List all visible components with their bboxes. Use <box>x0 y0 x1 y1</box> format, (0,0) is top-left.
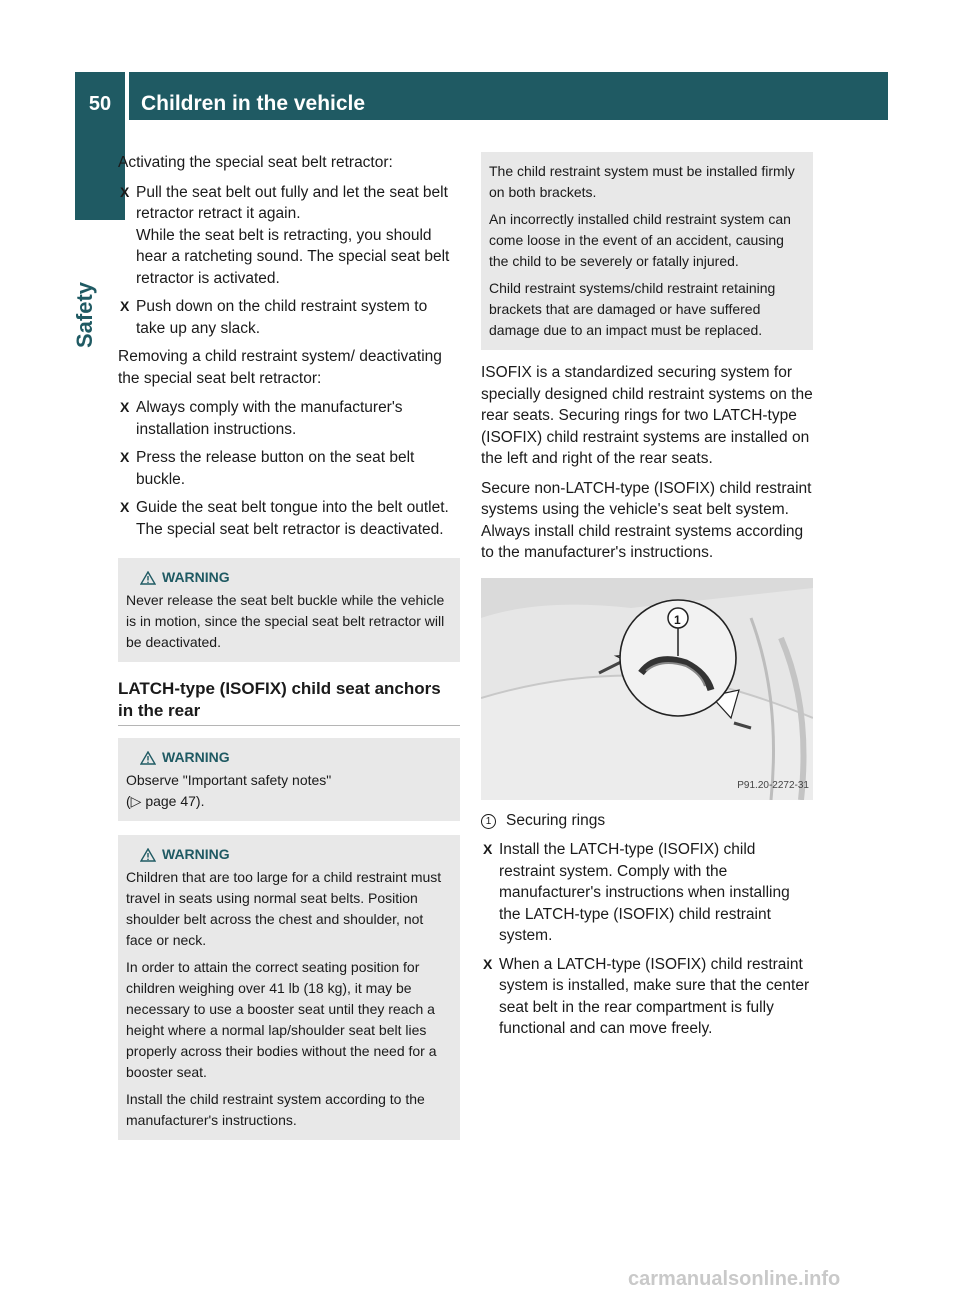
warning-text: Never release the seat belt buckle while the vehicle is in motion, since the special seat belt retractor will be deactivated. <box>126 592 445 650</box>
note-text: The child restraint system must be installed firmly on both brackets. <box>489 163 795 200</box>
legend-number-icon: 1 <box>481 814 496 829</box>
isofix-figure <box>481 578 813 800</box>
right-column <box>481 152 813 1047</box>
step-text: Always comply with the manufacturer's installation instructions. <box>136 399 403 438</box>
section-heading: LATCH-type (ISOFIX) child seat anchors in the rear <box>118 678 460 726</box>
page-number: 50 <box>88 93 112 115</box>
watermark: carmanualsonline.info <box>628 1268 841 1290</box>
warning-text: Observe "Important safety notes" <box>126 772 332 788</box>
step-marker-icon: X <box>120 399 130 415</box>
warning-header <box>126 567 452 588</box>
warning-box <box>118 835 460 1140</box>
page-header <box>75 72 888 120</box>
legend-text: Securing rings <box>506 811 606 829</box>
warning-title: WARNING <box>162 846 230 862</box>
instruction-step <box>481 954 813 1040</box>
warning-title: WARNING <box>162 569 230 585</box>
instruction-step <box>118 397 460 440</box>
step-marker-icon: X <box>483 955 493 972</box>
step-marker-icon: X <box>120 499 130 515</box>
warning-header <box>126 747 452 768</box>
section-label: Safety <box>72 281 97 348</box>
warning-triangle-icon <box>140 848 156 862</box>
step-marker-icon: X <box>120 298 130 314</box>
intro-text: Activating the special seat belt retractor: <box>118 154 393 171</box>
figure-legend <box>481 810 813 832</box>
instruction-step <box>118 447 460 490</box>
step-marker-icon: X <box>483 841 493 857</box>
instruction-step <box>118 182 460 290</box>
step-text: Install the LATCH-type (ISOFIX) child restraint system. Comply with the manufacturer's instructions when installing the LATCH-type (ISOFIX) child restraint system. <box>499 841 790 944</box>
step-marker-icon: X <box>120 449 130 465</box>
warning-text: Children that are too large for a child restraint must travel in seats using normal seat belts. Position shoulder belt across the chest and shoulder, not face or neck. <box>126 869 442 948</box>
chapter-title: Children in the vehicle <box>141 92 366 115</box>
warning-title: WARNING <box>162 749 230 765</box>
instruction-step <box>118 497 460 540</box>
note-text: Child restraint systems/child restraint retaining brackets that are damaged or have suffered damage due to an impact must be replaced. <box>489 280 776 338</box>
step-marker-icon: X <box>120 183 130 200</box>
note-box <box>481 152 813 350</box>
warning-triangle-icon <box>140 571 156 585</box>
warning-triangle-icon <box>140 751 156 765</box>
step-text: When a LATCH-type (ISOFIX) child restraint system is installed, make sure that the center seat belt in the rear compartment is fully functional and can move freely. <box>499 955 810 1037</box>
warning-header <box>126 844 452 865</box>
warning-box <box>118 738 460 821</box>
removing-intro: Removing a child restraint system/ deactivating the special seat belt retractor: <box>118 348 442 387</box>
figure-callout-number: 1 <box>674 612 681 627</box>
step-result: While the seat belt is retracting, you should hear a ratcheting sound. The special seat belt retractor is activated. <box>136 226 450 287</box>
step-text: Push down on the child restraint system to take up any slack. <box>136 298 428 337</box>
warning-text: Install the child restraint system according to the manufacturer's instructions. <box>126 1091 425 1128</box>
body-paragraph: Secure non-LATCH-type (ISOFIX) child restraint systems using the vehicle's seat belt system. Always install child restraint systems according to the manufacturer's instructions. <box>481 479 812 561</box>
body-paragraph: ISOFIX is a standardized securing system for specially designed child restraint systems on the rear seats. Securing rings for two LATCH-type (ISOFIX) child restraint systems are installed on the left and right of the rear seats. <box>481 364 813 467</box>
instruction-step <box>118 296 460 339</box>
warning-box <box>118 558 460 662</box>
step-text: Press the release button on the seat belt buckle. <box>136 449 415 488</box>
page-reference-link[interactable]: (▷ page 47). <box>126 793 205 809</box>
figure-code: P91.20-2272-31 <box>737 780 809 791</box>
step-result: The special seat belt retractor is deactivated. <box>136 520 444 538</box>
warning-text: In order to attain the correct seating position for children weighing over 41 lb (18 kg), it may be necessary to use a booster seat until they reach a height where a normal lap/shoulder seat belt lies properly across their bodies without the need for a booster seat. <box>126 959 437 1080</box>
note-text: An incorrectly installed child restraint system can come loose in the event of an accident, causing the child to be severely or fatally injured. <box>489 211 791 269</box>
left-column <box>118 152 460 1140</box>
step-text: Guide the seat belt tongue into the belt outlet. <box>136 499 449 516</box>
instruction-step <box>481 839 813 947</box>
isofix-illustration <box>481 578 813 800</box>
step-text: Pull the seat belt out fully and let the seat belt retractor retract it again. <box>136 183 448 222</box>
